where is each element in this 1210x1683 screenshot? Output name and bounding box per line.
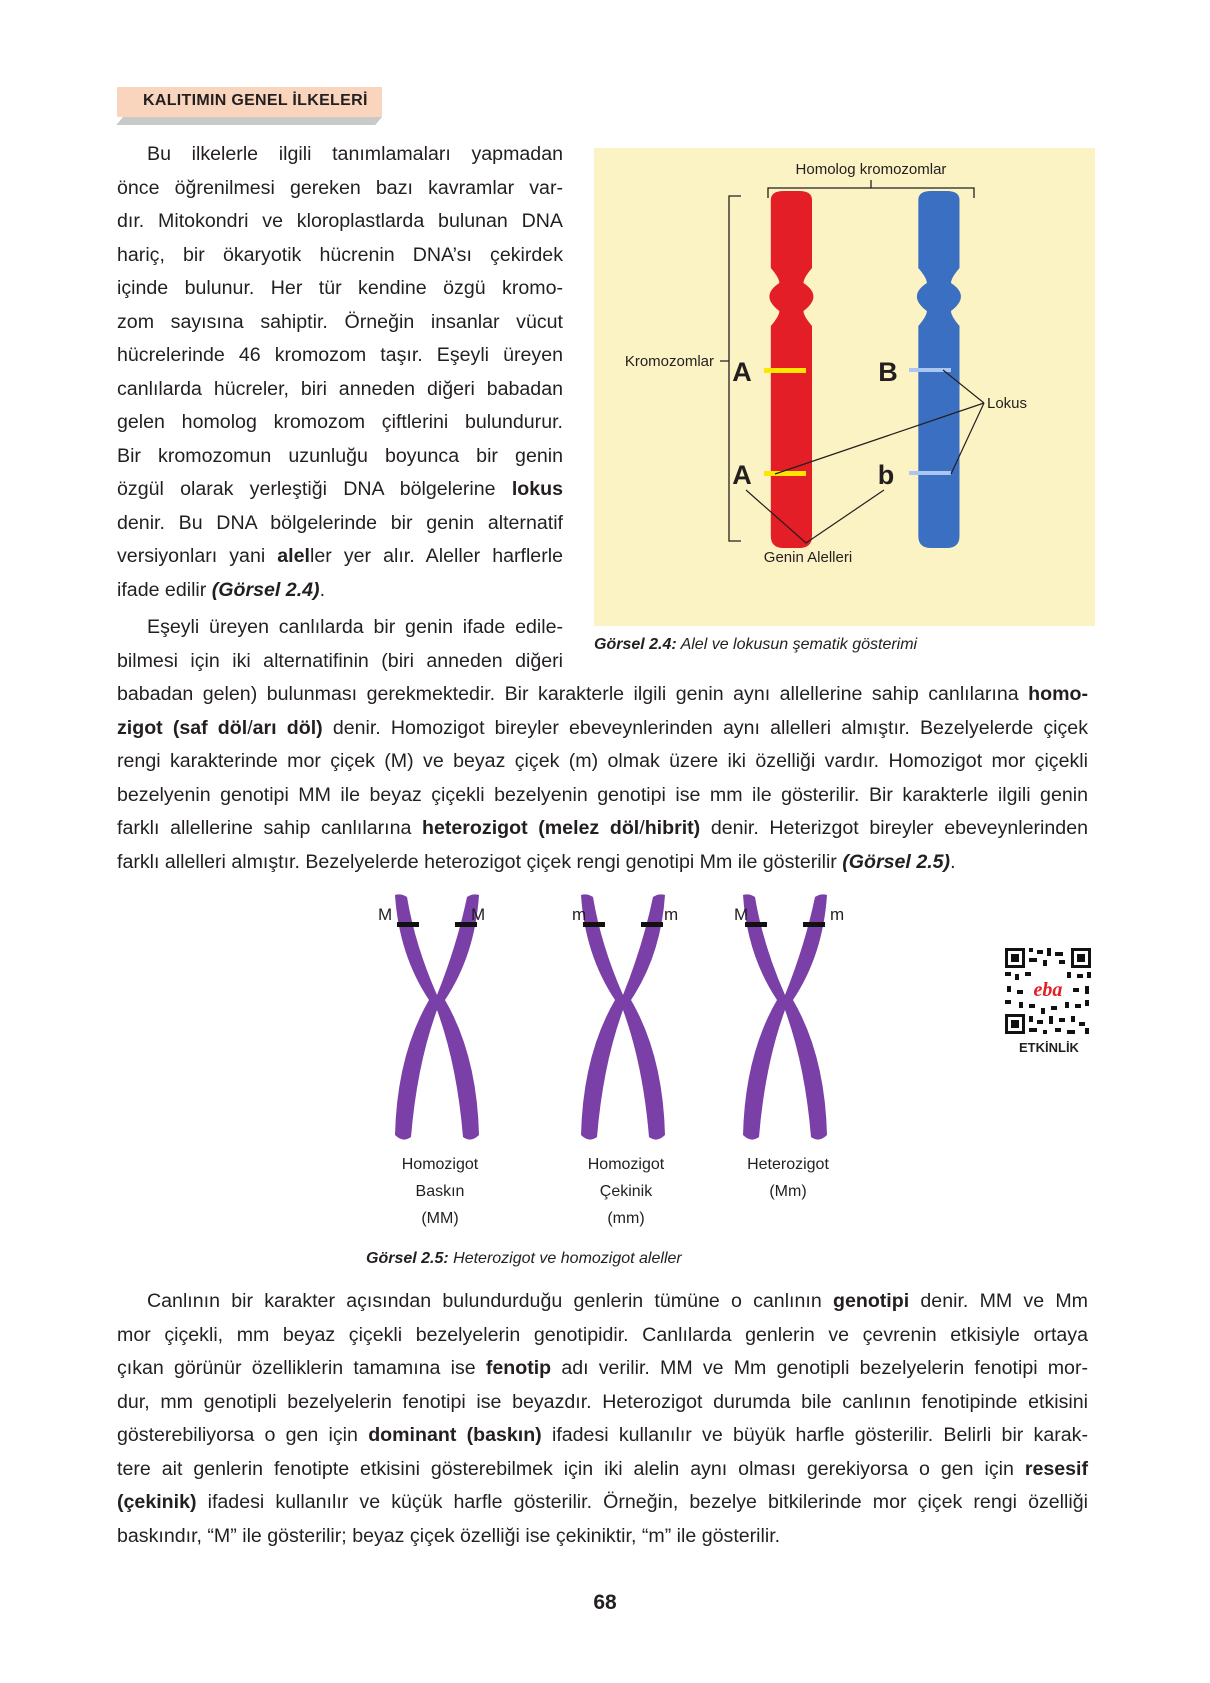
paragraph-1-line: dır. Mitokondri ve kloroplastlarda bulunan DNA (117, 210, 563, 232)
paragraph-1-line: canlılarda hücreler, biri anneden diğeri babadan (117, 377, 563, 400)
paragraph-1-line: önce öğrenilmesi gereken bazı kavramlar var- (117, 176, 563, 199)
paragraph-1-line: hücrelerinde 46 kromozom taşır. Eşeyli üreyen (117, 344, 563, 366)
locus-band-red-bottom (764, 471, 806, 476)
allele-A-top: A (732, 357, 752, 387)
paragraph-1-line: gelen homolog kromozom çiftlerini bulundurur. (117, 411, 563, 433)
paragraph-2-line: bezelyenin genotipi MM ile beyaz çiçekli bezelyenin genotipi ise mm ile gösterilir. Bir karakterle ilgili genin (117, 783, 1088, 806)
paragraph-2-line: Eşeyli üreyen canlılarda bir genin ifade edile- (147, 616, 563, 638)
section-header-shadow (116, 117, 382, 125)
figure-homozygote-heterozygote (360, 885, 860, 1185)
page-number: 68 (593, 1591, 617, 1614)
locus-band-red-top (764, 368, 806, 373)
allele-label-1-right: M (471, 905, 486, 924)
figure-alleles-locus-diagram (594, 148, 1095, 626)
paragraph-1-line: özgül olarak yerleştiği DNA bölgelerine lokus (117, 478, 563, 500)
chromosome-pair-MM (395, 894, 479, 1139)
paragraph-1-line: denir. Bu DNA bölgelerinde bir genin alternatif (117, 511, 563, 534)
qr-label-etkinlik: ETKİNLİK (1019, 1040, 1079, 1055)
paragraph-3-line: Canlının bir karakter açısından bulundurduğu genlerin tümüne o canlının genotipi denir. MM ve Mm (147, 1290, 1088, 1312)
paragraph-3-line: gösterebiliyorsa o gen için dominant (baskın) ifadesi kullanılır ve büyük harfle gösterilir. Belirli bir karak- (117, 1424, 1088, 1446)
allele-label-2-right: m (664, 905, 679, 924)
locus-band-blue-bottom (909, 471, 951, 475)
section-header-title: KALITIMIN GENEL İLKELERİ (143, 92, 368, 109)
paragraph-2-line: bilmesi için iki alternatifinin (biri anneden diğeri (117, 649, 563, 672)
term-dominant: dominant (baskın) (368, 1424, 542, 1446)
allele-label-3-left: M (734, 905, 749, 924)
figure-2-5-caption: Görsel 2.5: Heterozigot ve homozigot aleller (366, 1250, 682, 1267)
pair-1-label: Homozigot Baskın (MM) (401, 1156, 479, 1227)
figure-alleles-locus (594, 148, 1095, 626)
allele-B-top: B (878, 357, 898, 387)
paragraph-3 (117, 1285, 1088, 1553)
paragraph-3-line: (çekinik) ifadesi kullanılır ve küçük harfle gösterilir. Örneğin, bezelye bitkilerinde mor çiçek rengi özelliği (117, 1491, 1088, 1513)
figure-2-4-caption: Görsel 2.4: Alel ve lokusun şematik gösterimi (594, 636, 918, 653)
term-homozigot: homo- (1028, 683, 1089, 705)
paragraph-1-line: Bu ilkelerle ilgili tanımlamaları yapmadan (147, 143, 563, 165)
reference-gorsel-2-4: (Görsel 2.4) (211, 578, 320, 601)
paragraph-3-line: tere ait genlerin fenotipte etkisini gösterebilmek için iki alelin aynı olması gerekiyorsa o gen için resesif (117, 1457, 1088, 1480)
allele-label-2-left: m (572, 905, 587, 924)
term-genotip: genotipi (832, 1290, 910, 1312)
qr-code[interactable] (1003, 946, 1093, 1036)
term-fenotip: fenotip (485, 1357, 552, 1379)
chromosome-pair-Mm (743, 894, 827, 1139)
allele-b-bottom: b (877, 460, 895, 490)
locus-label: Lokus (987, 395, 1028, 412)
term-resesif: resesif (1024, 1457, 1088, 1480)
chromosomes-label: Kromozomlar (624, 353, 714, 370)
homolog-label: Homolog kromozomlar (795, 161, 947, 178)
paragraph-2-line: babadan gelen) bulunması gerekmektedir. Bir karakterle ilgili genin aynı allellerine sahip canlılarına homo- (117, 683, 1089, 705)
allele-A-bottom: A (732, 460, 752, 490)
paragraph-2-line: farklı allelleri almıştır. Bezelyelerde heterozigot çiçek rengi genotipi Mm ile gösterilir (Görsel 2.5). (117, 850, 956, 873)
term-alel: alel (277, 545, 310, 567)
reference-gorsel-2-5: (Görsel 2.5) (842, 850, 951, 873)
paragraph-1-line: içinde bulunur. Her tür kendine özgü kromo- (117, 277, 563, 299)
paragraph-1-line: hariç, bir ökaryotik hücrenin DNA’sı çekirdek (117, 243, 563, 266)
paragraph-1-line: versiyonları yani aleller yer alır. Aleller harflerle (117, 545, 563, 567)
paragraph-1-line: zom sayısına sahiptir. Örneğin insanlar vücut (117, 310, 563, 333)
allele-label-3-right: m (830, 905, 845, 924)
paragraph-2-line: rengi karakterinde mor çiçek (M) ve beyaz çiçek (m) olmak üzere iki özelliği vardır. Homozigot mor çiçekli (117, 750, 1088, 772)
chromosome-pair-mm (581, 894, 665, 1139)
paragraph-3-line: dur, mm genotipli bezelyelerin fenotipi ise beyazdır. Heterozigot durumda bile canlının fenotipinde etkisini (117, 1390, 1088, 1413)
alleles-label: Genin Alelleri (763, 549, 853, 566)
eba-logo: eba (1033, 979, 1063, 1001)
term-lokus: lokus (511, 478, 563, 500)
paragraph-3-line: mor çiçekli, mm beyaz çiçekli bezelyelerin genotipidir. Canlılarda genlerin ve çevrenin etkisiyle ortaya (117, 1323, 1088, 1346)
paragraph-3-line: baskındır, “M” ile gösterilir; beyaz çiçek özelliği ise çekiniktir, “m” ile gösterilir. (117, 1524, 781, 1547)
paragraph-2-line: farklı allellerine sahip canlılarına heterozigot (melez döl/hibrit) denir. Heterizgot bireyler ebeveynlerinden (117, 817, 1088, 839)
paragraph-3-line: çıkan görünür özelliklerin tamamına ise fenotip adı verilir. MM ve Mm genotipli bezelyelerin fenotipi mor- (117, 1357, 1089, 1379)
pair-2-label: Homozigot Çekinik (mm) (587, 1156, 665, 1227)
pair-3-label: Heterozigot (Mm) (747, 1156, 829, 1200)
term-heterozigot: heterozigot (melez döl (422, 817, 640, 839)
allele-label-1-left: M (378, 905, 393, 924)
paragraph-1-line: ifade edilir (Görsel 2.4). (117, 578, 326, 601)
paragraph-1-line: Bir kromozomun uzunluğu boyunca bir genin (117, 444, 563, 467)
paragraph-2-line: zigot (saf döl/arı döl) denir. Homozigot bireyler ebeveynlerinden aynı allelleri almıştır. Bezelyelerde çiçek (117, 716, 1088, 739)
allele-pointer-lines (746, 490, 884, 543)
paragraph-1 (117, 138, 563, 607)
